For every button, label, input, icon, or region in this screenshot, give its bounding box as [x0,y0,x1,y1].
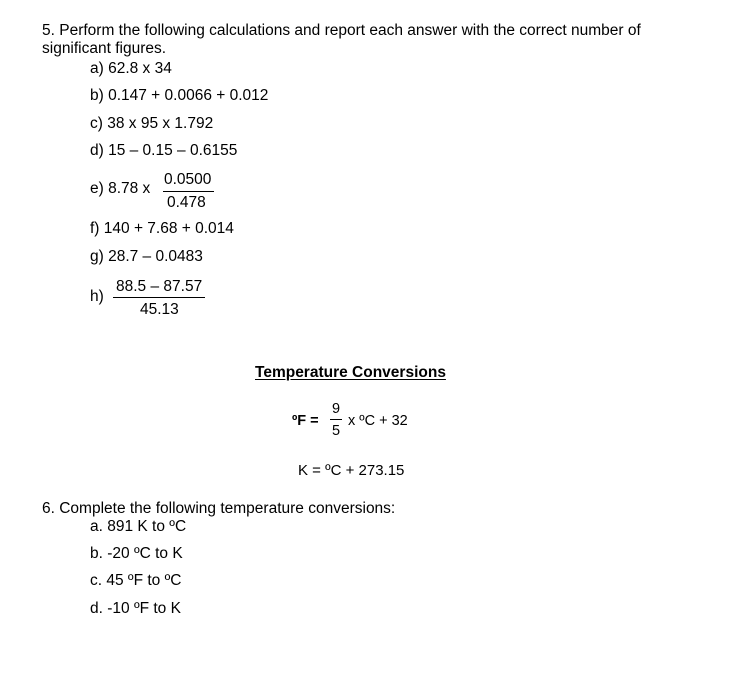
formula2: K = ºC + 273.15 [298,462,405,479]
q5-item-e-prefix: e) 8.78 x [90,180,151,197]
q5-item-h-label: h) [90,288,104,305]
formula1-right: x ºC + 32 [348,413,408,429]
formula1-left: ºF = [292,413,319,429]
formula1-denominator: 5 [332,423,341,439]
q6-title: 6. Complete the following temperature conversions: [42,500,396,517]
temperature-heading: Temperature Conversions [255,364,446,381]
q5-item-e-denominator: 0.478 [167,194,206,211]
q5-item-h-numerator: 88.5 – 87.57 [116,278,203,295]
formula1-numerator: 9 [332,401,341,417]
q5-item-a: a) 62.8 x 34 [90,60,172,77]
q5-item-e-numerator: 0.0500 [164,171,212,188]
q5-item-h-denominator: 45.13 [140,301,179,318]
q6-item-d: d. -10 ºF to K [90,600,181,617]
q5-item-h-fraction-bar [113,297,205,298]
q5-title-line2: significant figures. [42,40,167,57]
q5-title-line1: 5. Perform the following calculations and report each answer with the correct number of [42,22,641,39]
q5-item-e-fraction-bar [163,191,214,192]
q6-item-b: b. -20 ºC to K [90,545,183,562]
q6-item-a: a. 891 K to ºC [90,518,187,535]
q5-item-b: b) 0.147 + 0.0066 + 0.012 [90,87,269,104]
formula1-fraction-bar [330,419,342,420]
q5-item-c: c) 38 x 95 x 1.792 [90,115,214,132]
q5-item-g: g) 28.7 – 0.0483 [90,248,203,265]
q5-item-d: d) 15 – 0.15 – 0.6155 [90,142,238,159]
q6-item-c: c. 45 ºF to ºC [90,572,182,589]
q5-item-f: f) 140 + 7.68 + 0.014 [90,220,234,237]
